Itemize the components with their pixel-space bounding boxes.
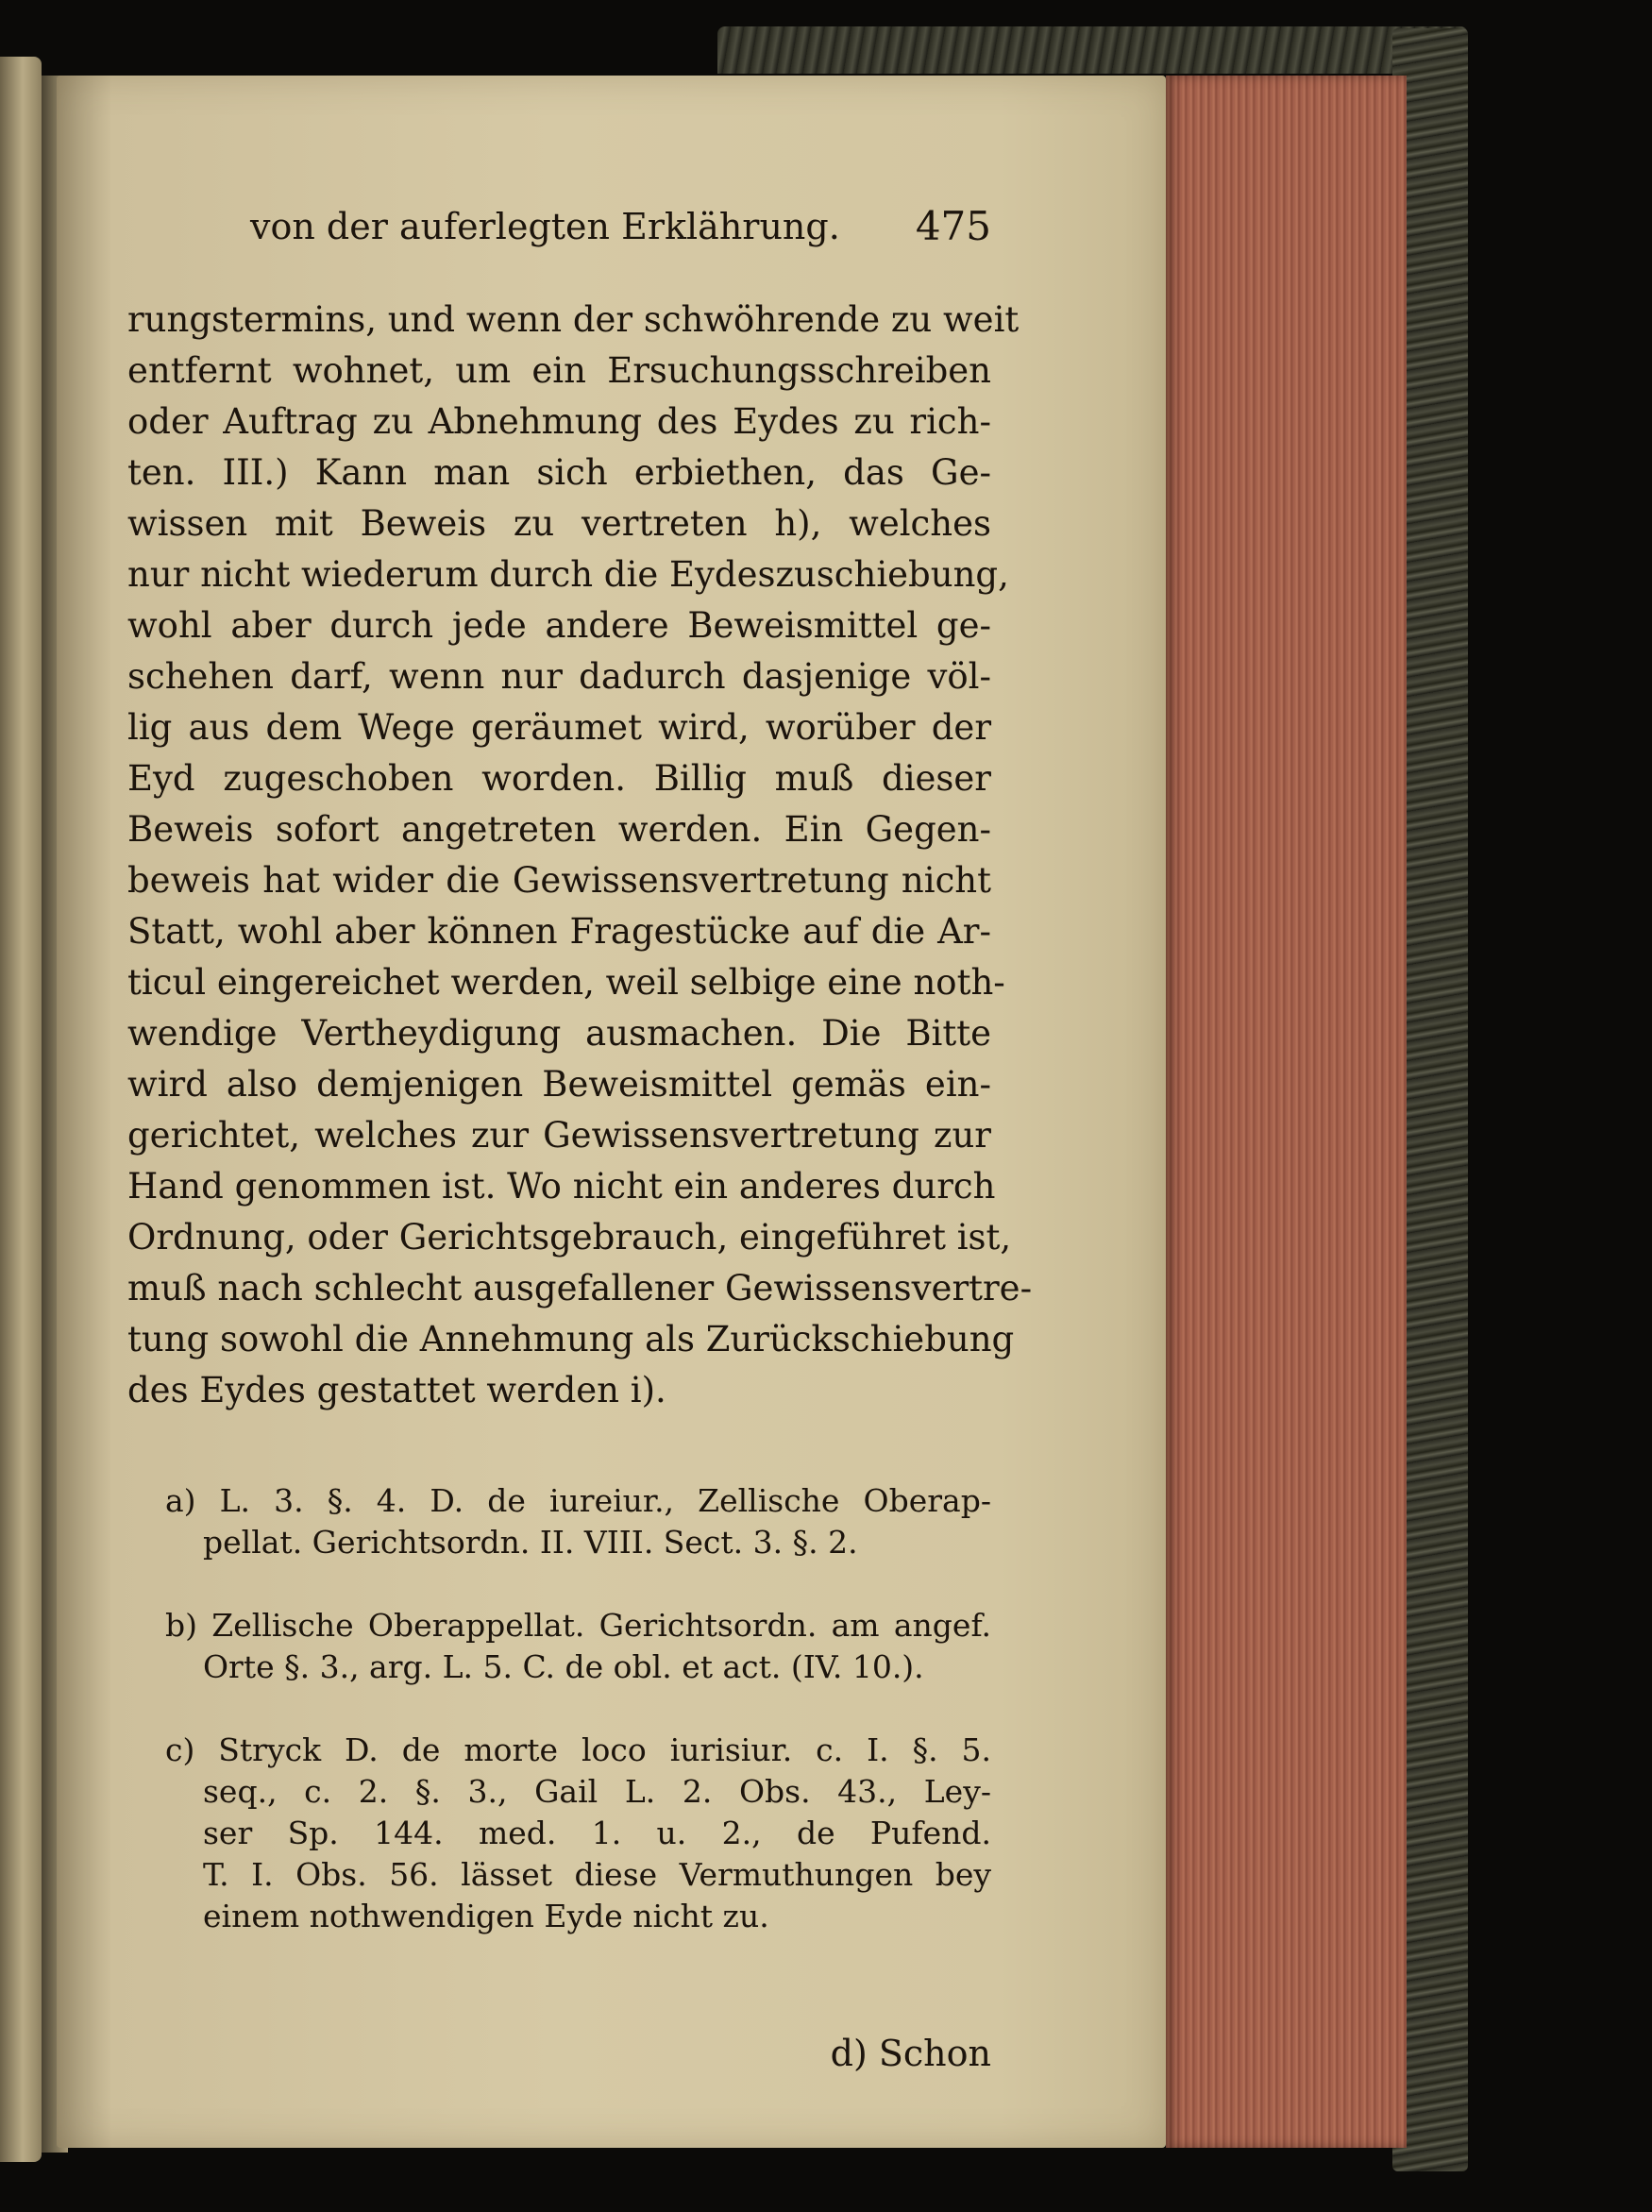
running-title: von der auferlegten Erklährung. [250,206,840,247]
running-head [127,189,991,264]
footnotes [127,1480,991,1937]
body-line: rungstermins, und wenn der schwöhrende zu weit [127,299,1020,340]
body-line: ticul eingereichet werden, weil selbige eine noth- [127,962,1005,1003]
footnote-line: pellat. Gerichtsordn. II. VIII. Sect. 3. §. 2. [203,1524,858,1561]
body-line: nur nicht wiederum durch die Eydeszuschiebung, [127,554,1009,595]
body-line: beweis hat wider die Gewissensvertretung nicht [127,860,991,901]
page-number: 475 [915,203,991,249]
footnote-a [127,1480,991,1563]
body-line: des Eydes gestattet werden i). [127,1370,666,1410]
body-line: Eyd zugeschoben worden. Billig muß dieser [127,758,991,799]
body-line: schehen darf, wenn nur dadurch dasjenige völ- [127,656,991,697]
body-line: oder Auftrag zu Abnehmung des Eydes zu rich- [127,401,991,442]
body-line: Beweis sofort angetreten werden. Ein Gegen- [127,809,991,850]
body-line: wird also demjenigen Beweismittel gemäs ein- [127,1064,991,1105]
body-line: ten. III.) Kann man sich erbiethen, das Ge- [127,452,991,493]
catchword-anchor [127,1979,991,2074]
previous-page-edge [0,57,42,2162]
page-fore-edge [1166,76,1407,2148]
page-text-block [127,189,1033,2074]
footnote-line: Orte §. 3., arg. L. 5. C. de obl. et act. (IV. 10.). [203,1648,924,1685]
footnote-line: a) L. 3. §. 4. D. de iureiur., Zellische Oberap- [165,1482,991,1519]
body-line: muß nach schlecht ausgefallener Gewissensvertre- [127,1268,1033,1309]
book-cover-top [717,26,1468,74]
body-line: wohl aber durch jede andere Beweismittel ge- [127,605,991,646]
body-line: Ordnung, oder Gerichtsgebrauch, eingeführet ist, [127,1217,1012,1258]
footnote-line: T. I. Obs. 56. lässet diese Vermuthungen bey [203,1856,991,1893]
footnote-line: seq., c. 2. §. 3., Gail L. 2. Obs. 43., Ley- [203,1773,991,1810]
body-line: Statt, wohl aber können Fragestücke auf die Ar- [127,911,991,952]
footnote-c [127,1730,991,1937]
body-line: Hand genommen ist. Wo nicht ein anderes durch [127,1166,996,1207]
footnote-line: b) Zellische Oberappellat. Gerichtsordn. am angef. [165,1607,991,1644]
body-line: tung sowohl die Annehmung als Zurückschiebung [127,1319,1015,1359]
footnote-line: ser Sp. 144. med. 1. u. 2., de Pufend. [203,1815,991,1851]
body-line: lig aus dem Wege geräumet wird, worüber der [127,707,991,748]
body-line: gerichtet, welches zur Gewissensvertretung zur [127,1115,991,1156]
footnote-line: einem nothwendigen Eyde nicht zu. [203,1898,769,1934]
body-line: entfernt wohnet, um ein Ersuchungsschreiben [127,350,991,391]
body-text [127,295,1033,1416]
footnote-line: c) Stryck D. de morte loco iurisiur. c. I. §. 5. [165,1731,991,1768]
body-line: wendige Vertheydigung ausmachen. Die Bitte [127,1013,991,1054]
catchword: d) Schon [830,2033,991,2074]
footnote-b [127,1605,991,1688]
body-line: wissen mit Beweis zu vertreten h), welches [127,503,991,544]
